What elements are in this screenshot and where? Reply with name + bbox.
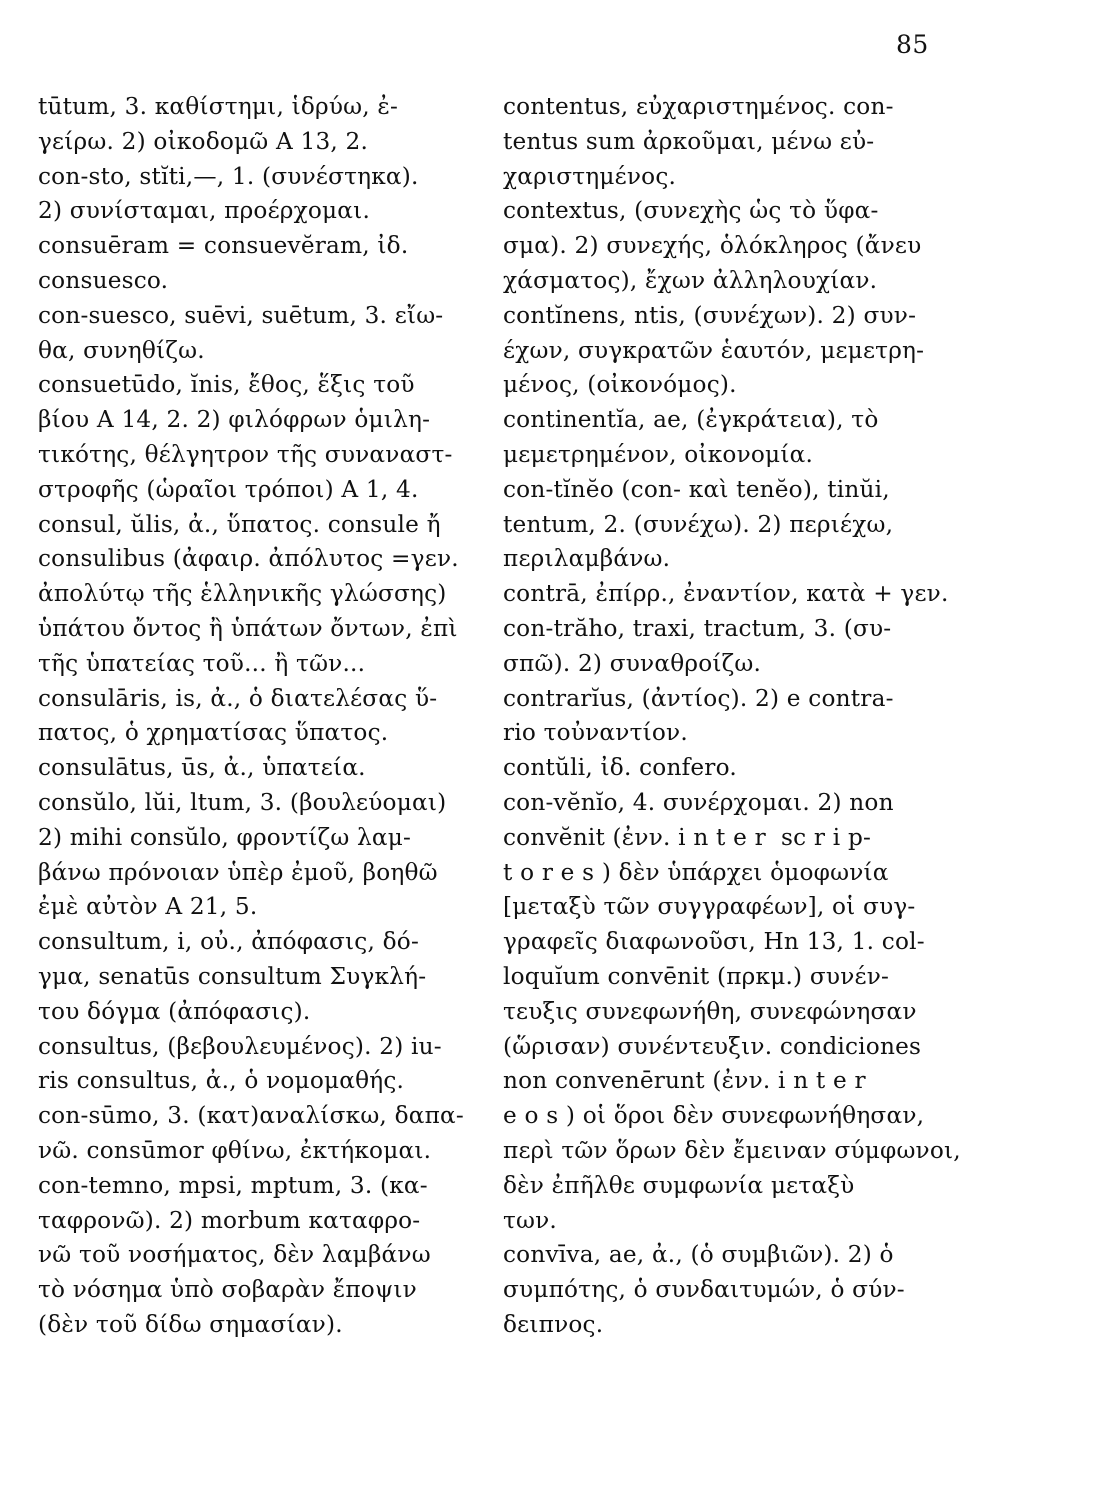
left-line: στροφῆς (ὡραῖοι τρόποι) Α 1, 4.: [38, 475, 419, 503]
right-line: con-trăho, traxi, tractum, 3. (συ-: [503, 614, 892, 642]
page-number: 85: [896, 30, 929, 59]
right-line: έχων, συγκρατῶν ἑαυτόν, μεμετρη-: [503, 336, 925, 364]
left-line: 2) mihi consŭlo, φροντίζω λαμ-: [38, 823, 412, 851]
right-line: tentum, 2. (συνέχω). 2) περιέχω,: [503, 510, 894, 538]
left-line: γμα, senatūs consultum Συγκλή-: [38, 962, 427, 990]
right-line: σμα). 2) συνεχής, ὁλόκληρος (ἄνευ: [503, 232, 922, 260]
right-line: γραφεῖς διαφωνοῦσι, Hn 13, 1. col-: [503, 928, 925, 956]
left-line: ἐμὲ αὐτὸν Α 21, 5.: [38, 893, 258, 921]
left-line: ὑπάτου ὄντος ἢ ὑπάτων ὄντων, ἐπὶ: [38, 614, 458, 642]
right-line: σπῶ). 2) συναθροίζω.: [503, 649, 762, 677]
left-line: consŭlo, lŭi, ltum, 3. (βουλεύομαι): [38, 788, 447, 816]
right-line: contentus, εὐχαριστημένος. con-: [503, 93, 894, 120]
right-line: con-vĕnĭo, 4. συνέρχομαι. 2) non: [503, 788, 894, 816]
right-line: t o r e s ) δὲν ὑπάρχει ὁμοφωνία: [503, 858, 889, 886]
right-line: (ὥρισαν) συνέντευξιν. condiciones: [503, 1032, 922, 1060]
right-line: convĕnit (ἐνν. i n t e r sc r i p-: [503, 823, 872, 851]
right-line: [μεταξὺ τῶν συγγραφέων], οἱ συγ-: [503, 893, 916, 921]
left-line: τὸ νόσημα ὑπὸ σοβαρὰν ἔποψιν: [38, 1276, 417, 1304]
left-line: πατος, ὁ χρηματίσας ὕπατος.: [38, 719, 389, 747]
right-line: μεμετρημένον, οἰκονομία.: [503, 440, 814, 468]
left-line: τῆς ὑπατείας τοῦ... ἢ τῶν...: [38, 649, 366, 677]
left-line: con-sūmo, 3. (κατ)αναλίσκω, δαπα-: [38, 1102, 464, 1130]
left-line: consultum, i, οὐ., ἀπόφασις, δό-: [38, 928, 419, 956]
left-line: tūtum, 3. καθίστημι, ἱδρύω, ἐ-: [38, 93, 399, 120]
left-line: consul, ŭlis, ἀ., ὕπατος. consule ἤ: [38, 510, 441, 538]
right-line: δειπνος.: [503, 1310, 604, 1338]
left-column: [38, 90, 486, 1343]
left-line: 2) συνίσταμαι, προέρχομαι.: [38, 197, 371, 225]
left-line: τικότης, θέλγητρον τῆς συναναστ-: [38, 440, 453, 468]
left-line: γείρω. 2) οἰκοδομῶ Α 13, 2.: [38, 127, 369, 155]
left-line: consulātus, ūs, ἀ., ὑπατεία.: [38, 754, 366, 782]
right-line: των.: [503, 1206, 558, 1234]
right-line: συμπότης, ὁ συνδαιτυμών, ὁ σύν-: [503, 1276, 905, 1304]
right-line: contĭnens, ntis, (συνέχων). 2) συν-: [503, 301, 917, 329]
left-line: βάνω πρόνοιαν ὑπὲρ ἐμοῦ, βοηθῶ: [38, 858, 438, 886]
left-line: ris consultus, ἀ., ὁ νομομαθής.: [38, 1067, 405, 1095]
right-line: contŭli, ἰδ. confero.: [503, 754, 737, 782]
right-line: contrarĭus, (ἀντίος). 2) e contra-: [503, 684, 894, 712]
left-line: νῶ. consūmor φθίνω, ἐκτήκομαι.: [38, 1136, 432, 1164]
left-line: consultus, (βεβουλευμένος). 2) iu-: [38, 1032, 442, 1060]
left-line: consuetūdo, ĭnis, ἔθος, ἕξις τοῦ: [38, 371, 415, 399]
right-line: e o s ) οἱ ὅροι δὲν συνεφωνήθησαν,: [503, 1102, 925, 1130]
left-line: consulibus (ἀφαιρ. ἀπόλυτος =γεν.: [38, 545, 459, 573]
left-line: του δόγμα (ἀπόφασις).: [38, 997, 311, 1025]
left-line: con-sto, stĭti,—, 1. (συνέστηκα).: [38, 162, 419, 190]
right-line: contextus, (συνεχὴς ὡς τὸ ὕφα-: [503, 197, 879, 225]
right-column: [503, 90, 1063, 1343]
left-line: ταφρονῶ). 2) morbum καταφρο-: [38, 1206, 421, 1234]
right-line: μένος, (οἰκονόμος).: [503, 371, 737, 399]
right-line: convīva, ae, ἀ., (ὁ συμβιῶν). 2) ὁ: [503, 1241, 894, 1269]
right-line: non convenērunt (ἐνν. i n t e r: [503, 1067, 866, 1095]
right-line: loquĭum convēnit (πρκμ.) συνέν-: [503, 962, 890, 990]
right-line: tentus sum ἀρκοῦμαι, μένω εὐ-: [503, 127, 875, 155]
left-line: ἀπολύτῳ τῆς ἑλληνικῆς γλώσσης): [38, 580, 447, 608]
right-line: contrā, ἐπίρρ., ἐναντίον, κατὰ + γεν.: [503, 580, 949, 608]
left-line: con-suesco, suēvi, suētum, 3. εἴω-: [38, 301, 444, 329]
left-line: νῶ τοῦ νοσήματος, δὲν λαμβάνω: [38, 1241, 431, 1269]
right-line: περὶ τῶν ὅρων δὲν ἔμειναν σύμφωνοι,: [503, 1136, 961, 1164]
right-line: δὲν ἐπῆλθε συμφωνία μεταξὺ: [503, 1171, 855, 1199]
right-line: continentĭa, ae, (ἐγκράτεια), τὸ: [503, 406, 879, 434]
left-line: (δὲν τοῦ δίδω σημασίαν).: [38, 1310, 343, 1338]
left-line: consuesco.: [38, 266, 169, 294]
right-line: χάσματος), ἔχων ἀλληλουχίαν.: [503, 266, 878, 294]
right-line: χαριστημένος.: [503, 162, 677, 190]
right-line: con-tĭnĕo (con- καὶ tenĕo), tinŭi,: [503, 475, 890, 503]
left-line: consuēram = consuevĕram, ἰδ.: [38, 232, 409, 260]
left-line: con-temno, mpsi, mptum, 3. (κα-: [38, 1171, 428, 1199]
right-line: περιλαμβάνω.: [503, 545, 671, 573]
left-line: θα, συνηθίζω.: [38, 336, 205, 364]
left-line: consulāris, is, ἀ., ὁ διατελέσας ὕ-: [38, 684, 438, 712]
left-line: βίου Α 14, 2. 2) φιλόφρων ὁμιλη-: [38, 406, 431, 434]
right-line: τευξις συνεφωνήθη, συνεφώνησαν: [503, 997, 917, 1025]
right-line: rio τοὐναντίον.: [503, 719, 688, 747]
